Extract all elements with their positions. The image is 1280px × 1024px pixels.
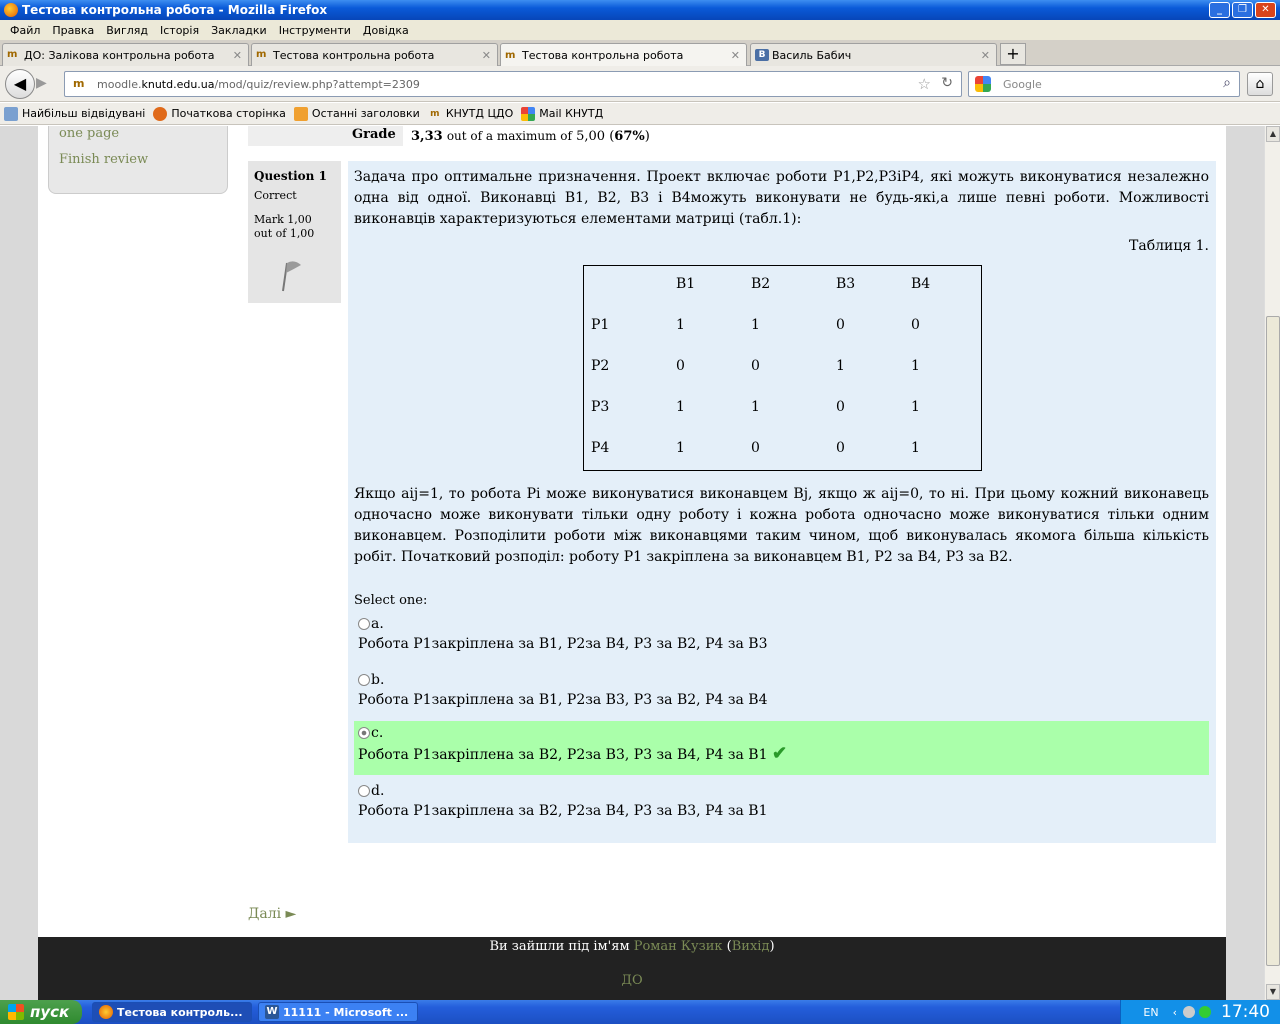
tab-label: Василь Бабич [772, 48, 852, 62]
matrix-col-header: В3 [836, 276, 856, 292]
scroll-down-icon[interactable]: ▼ [1266, 984, 1280, 1000]
grade-score: 3,33 [411, 128, 443, 144]
matrix-cell: 1 [751, 317, 760, 333]
close-window-button[interactable]: ✕ [1255, 2, 1276, 18]
firefox-icon [4, 3, 18, 17]
answer-option-d[interactable] [354, 779, 1209, 833]
matrix-cell: 1 [911, 440, 920, 456]
back-button[interactable]: ◀ [5, 69, 35, 99]
matrix-cell: 1 [836, 358, 845, 374]
matrix-row-header: Р3 [591, 399, 610, 415]
matrix-cell: 1 [676, 399, 685, 415]
radio-option-b[interactable] [358, 674, 370, 686]
question-info [248, 161, 341, 303]
bookmark-knutd-cdo[interactable] [428, 107, 513, 121]
tray-app-icon[interactable] [1183, 1006, 1195, 1018]
logout-close-paren: ) [769, 939, 775, 954]
menu-tools[interactable]: Інструменти [278, 23, 351, 37]
bookmark-label: КНУТД ЦДО [445, 107, 514, 120]
moodle-icon: m [430, 108, 440, 119]
matrix-col-header: В1 [676, 276, 696, 292]
windows-taskbar [0, 1000, 1280, 1024]
bookmark-home-page[interactable] [153, 107, 286, 121]
tray-info-icon[interactable] [1199, 1006, 1211, 1018]
flag-question-icon[interactable] [274, 257, 302, 293]
language-indicator[interactable]: EN [1143, 1005, 1159, 1019]
login-info [38, 939, 1226, 954]
menu-help[interactable]: Довідка [362, 23, 409, 37]
home-button[interactable]: ⌂ [1247, 72, 1273, 96]
tab-label: ДО: Залікова контрольна робота [24, 48, 215, 62]
answer-option-a[interactable] [354, 612, 1209, 666]
radio-option-d[interactable] [358, 785, 370, 797]
menu-history[interactable]: Історія [160, 23, 200, 37]
address-bar[interactable] [64, 71, 962, 97]
table-caption: Таблиця 1. [1129, 238, 1209, 254]
taskbar-firefox[interactable] [92, 1002, 252, 1022]
vk-icon: B [755, 49, 769, 61]
option-letter: c. [371, 725, 384, 741]
grade-percent-close: ) [644, 128, 650, 144]
tab-4[interactable] [750, 43, 997, 66]
vertical-scrollbar[interactable] [1264, 126, 1280, 1000]
grade-value [403, 129, 650, 144]
firefox-icon [153, 107, 167, 121]
capability-matrix-table [583, 265, 982, 471]
matrix-col-header: В2 [751, 276, 771, 292]
scroll-thumb[interactable] [1266, 316, 1280, 966]
close-tab-icon[interactable]: ✕ [481, 48, 491, 62]
option-text: Робота Р1закріплена за В2, Р2за В4, Р3 за В3, Р4 за В1 [358, 803, 768, 819]
windows-logo-icon [8, 1004, 24, 1020]
tab-2[interactable] [251, 43, 498, 66]
matrix-cell: 0 [676, 358, 685, 374]
tab-3-active[interactable] [500, 43, 747, 67]
matrix-cell: 0 [751, 358, 760, 374]
next-page-link[interactable]: Далі ► [248, 906, 297, 922]
moodle-icon: m [505, 49, 516, 61]
grade-percent-open: ( [609, 128, 615, 144]
bookmark-icon [4, 107, 18, 121]
google-icon [975, 76, 991, 92]
answer-option-c-correct[interactable] [354, 721, 1209, 775]
tray-chevron-icon[interactable]: ‹ [1172, 1005, 1177, 1019]
bookmark-mail-knutd[interactable] [521, 107, 603, 121]
window-titlebar [0, 0, 1280, 20]
bookmark-latest-headlines[interactable] [294, 107, 420, 121]
question-state: Correct [254, 189, 297, 202]
option-text: Робота Р1закріплена за В1, Р2за В4, Р3 за В2, Р4 за В3 [358, 636, 768, 652]
question-content [348, 161, 1216, 843]
logout-link[interactable]: Вихід [731, 939, 770, 954]
moodle-page [38, 126, 1226, 1000]
bookmark-label: Початкова сторінка [171, 107, 286, 120]
navigation-toolbar [0, 66, 1280, 102]
url-host: knutd.edu.ua [141, 77, 215, 91]
tab-label: Тестова контрольна робота [273, 48, 435, 62]
minimize-button[interactable]: _ [1209, 2, 1230, 18]
taskbar-word[interactable] [258, 1002, 418, 1022]
matrix-row-header: Р2 [591, 358, 610, 374]
tab-1[interactable] [2, 43, 249, 66]
logged-in-text: Ви зайшли під ім'ям [489, 939, 630, 954]
bookmark-most-visited[interactable] [4, 107, 145, 121]
system-tray [1120, 1000, 1280, 1024]
google-apps-icon [521, 107, 535, 121]
tab-bar [0, 40, 1280, 66]
radio-option-c-selected[interactable] [358, 727, 370, 739]
question-mark-line2: out of 1,00 [254, 227, 315, 240]
start-label: пуск [30, 1003, 70, 1021]
option-letter: a. [371, 616, 384, 632]
grade-max: 5,00 [576, 128, 606, 144]
forward-button[interactable]: ▶ [36, 75, 47, 91]
site-icon: m [73, 77, 85, 90]
matrix-row-header: Р4 [591, 440, 610, 456]
page-viewport [0, 126, 1264, 1000]
url-path: /mod/quiz/review.php?attempt=2309 [214, 77, 420, 91]
url-host-prefix: moodle. [97, 77, 142, 91]
answer-option-b[interactable] [354, 668, 1209, 722]
matrix-cell: 1 [676, 440, 685, 456]
grade-of-text: out of a maximum of [446, 128, 572, 143]
question-number: Question 1 [254, 169, 327, 183]
option-text: Робота Р1закріплена за В1, Р2за В3, Р3 за В2, Р4 за В4 [358, 692, 768, 708]
close-tab-icon[interactable]: ✕ [980, 48, 990, 62]
maximize-button[interactable]: ❐ [1232, 2, 1253, 18]
matrix-cell: 0 [836, 440, 845, 456]
menu-bar [0, 20, 1280, 40]
bookmark-label: Останні заголовки [311, 107, 420, 120]
option-text: Робота Р1закріплена за В2, Р2за В3, Р3 за В4, Р4 за В1 [358, 747, 768, 763]
bookmark-label: Найбільш відвідувані [22, 107, 146, 120]
grade-summary-row [248, 126, 1216, 146]
matrix-row-header: Р1 [591, 317, 610, 333]
reload-icon[interactable]: ↻ [941, 75, 953, 91]
tab-label: Тестова контрольна робота [522, 49, 684, 62]
scroll-up-icon[interactable]: ▲ [1266, 126, 1280, 142]
question-text-continued: Якщо aij=1, то робота Pi може виконуватися виконавцем Вj, якщо ж aij=0, то ні. При цьому кожний виконавець одночасно може виконувати тільки одну роботу і кожна робота одночасно може виконуватися тільки одним виконавцем. Розподілити роботи між виконавцями таким чином, щоб виконувалась якомога більша кількість робіт. Початковий розподіл: роботу Р1 закріплена за виконавцем В1, Р2 за В4, Р3 за В2. [354, 486, 1209, 565]
menu-file[interactable]: Файл [10, 23, 41, 37]
menu-edit[interactable]: Правка [52, 23, 95, 37]
menu-bookmarks[interactable]: Закладки [211, 23, 267, 37]
page-footer [38, 937, 1226, 1000]
matrix-cell: 0 [836, 317, 845, 333]
option-letter: d. [371, 783, 385, 799]
bookmark-star-icon[interactable]: ☆ [917, 75, 931, 93]
moodle-icon: m [7, 49, 18, 60]
question-mark-line1: Mark 1,00 [254, 213, 312, 226]
start-button[interactable] [0, 1000, 82, 1024]
matrix-col-header: В4 [911, 276, 931, 292]
user-profile-link[interactable]: Роман Кузик [633, 939, 723, 954]
grade-label: Grade [248, 126, 403, 146]
search-placeholder: Google [1003, 77, 1042, 91]
radio-option-a[interactable] [358, 618, 370, 630]
task-label: 11111 - Microsoft ... [283, 1005, 409, 1019]
logout-open-paren: ( [726, 939, 732, 954]
matrix-cell: 1 [911, 399, 920, 415]
finish-review-link[interactable]: Finish review [59, 152, 149, 167]
close-tab-icon[interactable]: ✕ [232, 48, 242, 62]
matrix-cell: 1 [751, 399, 760, 415]
question-text: Задача про оптимальне призначення. Проект включає роботи P1,P2,P3iP4, які можуть виконуватися незалежно одна від одної. Виконавці В1, В2, В3 і В4можуть виконувати не будь-які,а лише певні роботи. Можливості виконавців характеризуються елементами матриці (табл.1): [354, 169, 1209, 227]
window-title: Тестова контрольна робота - Mozilla Firefox [22, 3, 328, 17]
task-label: Тестова контроль... [117, 1005, 243, 1019]
option-letter: b. [371, 672, 385, 688]
grade-percent: 67% [614, 128, 645, 144]
matrix-cell: 0 [836, 399, 845, 415]
show-one-page-link[interactable]: one page [59, 126, 120, 141]
bookmark-label: Mail КНУТД [539, 107, 604, 120]
matrix-cell: 1 [676, 317, 685, 333]
matrix-cell: 0 [751, 440, 760, 456]
close-tab-icon[interactable]: ✕ [730, 49, 740, 62]
word-icon: W [266, 1006, 278, 1017]
firefox-icon [99, 1005, 113, 1019]
clock: 17:40 [1221, 1002, 1270, 1022]
bookmarks-toolbar [0, 103, 1280, 125]
rss-icon [294, 107, 308, 121]
matrix-cell: 0 [911, 317, 920, 333]
moodle-icon: m [256, 49, 267, 60]
search-icon[interactable]: ⌕ [1223, 75, 1231, 91]
search-bar[interactable] [968, 71, 1240, 97]
menu-view[interactable]: Вигляд [106, 23, 148, 37]
site-home-link[interactable]: ДО [621, 973, 643, 988]
select-one-prompt: Select one: [354, 593, 428, 608]
quiz-navigation-block [48, 126, 228, 194]
new-tab-button[interactable]: + [1000, 43, 1026, 65]
matrix-cell: 1 [911, 358, 920, 374]
correct-check-icon: ✔ [771, 743, 788, 764]
